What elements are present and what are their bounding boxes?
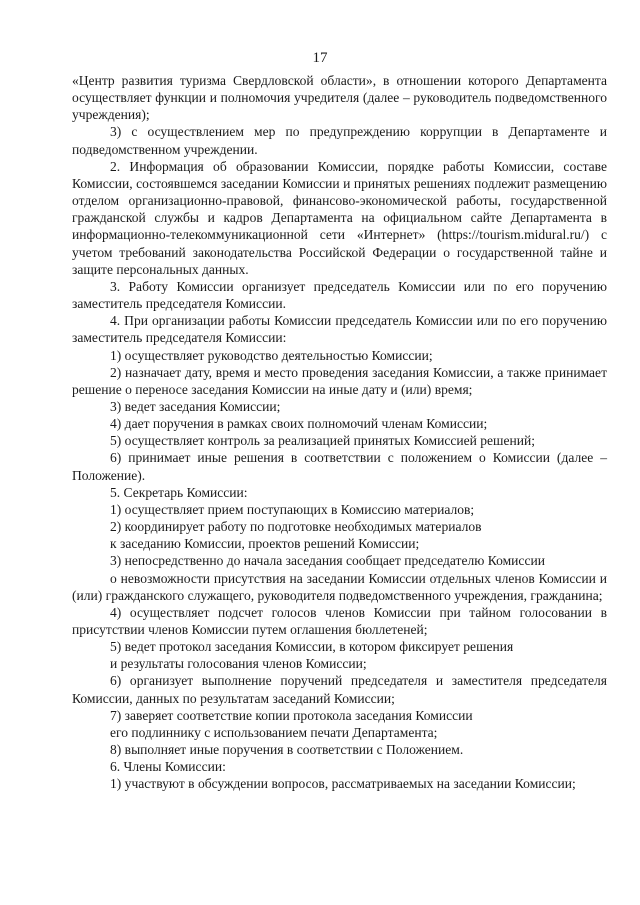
paragraph-24: 8) выполняет иные поручения в соответствии с Положением. [110, 742, 464, 758]
paragraph-12: 5. Секретарь Комиссии: [110, 484, 248, 500]
paragraph-14: 2) координирует работу по подготовке необходимых материалов [110, 519, 482, 535]
paragraph-19: 5) ведет протокол заседания Комиссии, в котором фиксирует решения [110, 639, 514, 655]
paragraph-18: 4) осуществляет подсчет голосов членов Комиссии при тайном голосовании в присутствии членов Комиссии путем оглашения бюллетеней; [72, 604, 607, 637]
paragraph-6: 1) осуществляет руководство деятельностью Комиссии; [110, 347, 433, 363]
paragraph-7: 2) назначает дату, время и место проведения заседания Комиссии, а также принимает решение о переносе заседания Комиссии на иные дату и (или) время; [72, 364, 607, 397]
paragraph-8: 3) ведет заседания Комиссии; [110, 398, 281, 414]
paragraph-13: 1) осуществляет прием поступающих в Комиссию материалов; [110, 501, 475, 517]
paragraph-11: 6) принимает иные решения в соответствии с положением о Комиссии (далее – Положение). [72, 450, 607, 483]
paragraph-17: о невозможности присутствия на заседании Комиссии отдельных членов Комиссии и (или) гражданского служащего, руководителя подведомственного учреждения, гражданина; [72, 570, 607, 603]
paragraph-5: 4. При организации работы Комиссии председатель Комиссии или по его поручению заместитель председателя Комиссии: [72, 313, 607, 346]
paragraph-20: и результаты голосования членов Комиссии; [110, 656, 367, 672]
paragraph-23: его подлиннику с использованием печати Департамента; [110, 724, 438, 740]
paragraph-2: 3) с осуществлением мер по предупреждению коррупции в Департаменте и подведомственном учреждении. [72, 124, 607, 157]
paragraph-15: к заседанию Комиссии, проектов решений Комиссии; [110, 536, 420, 552]
paragraph-21: 6) организует выполнение поручений председателя и заместителя председателя Комиссии, данных по результатам заседаний Комиссии; [72, 673, 607, 706]
page-number: 17 [312, 50, 328, 66]
paragraph-9: 4) дает поручения в рамках своих полномочий членам Комиссии; [110, 416, 488, 432]
document-body [72, 72, 607, 793]
paragraph-1: «Центр развития туризма Свердловской области», в отношении которого Департамента осуществляет функции и полномочия учредителя (далее – руководитель подведомственного учреждения); [72, 73, 607, 123]
paragraph-10: 5) осуществляет контроль за реализацией принятых Комиссией решений; [110, 433, 535, 449]
paragraph-22: 7) заверяет соответствие копии протокола заседания Комиссии [110, 707, 473, 723]
paragraph-3: 2. Информация об образовании Комиссии, порядке работы Комиссии, составе Комиссии, состоявшемся заседании Комиссии и принятых решениях подлежит размещению отделом организационно-правовой, финансово-экономической работы, государственной гражданской службы и кадров Департамента на официальном сайте Департамента в информационно-телекоммуникационной сети «Интернет» (https://tourism.midural.ru/) с учетом требований законодательства Российской Федерации о государственной тайне и защите персональных данных. [72, 158, 607, 277]
paragraph-4: 3. Работу Комиссии организует председатель Комиссии или по его поручению заместитель председателя Комиссии. [72, 278, 607, 312]
paragraph-25: 6. Члены Комиссии: [110, 759, 226, 775]
paragraph-26: 1) участвуют в обсуждении вопросов, рассматриваемых на заседании Комиссии; [110, 776, 576, 792]
paragraph-16: 3) непосредственно до начала заседания сообщает председателю Комиссии [110, 553, 545, 569]
